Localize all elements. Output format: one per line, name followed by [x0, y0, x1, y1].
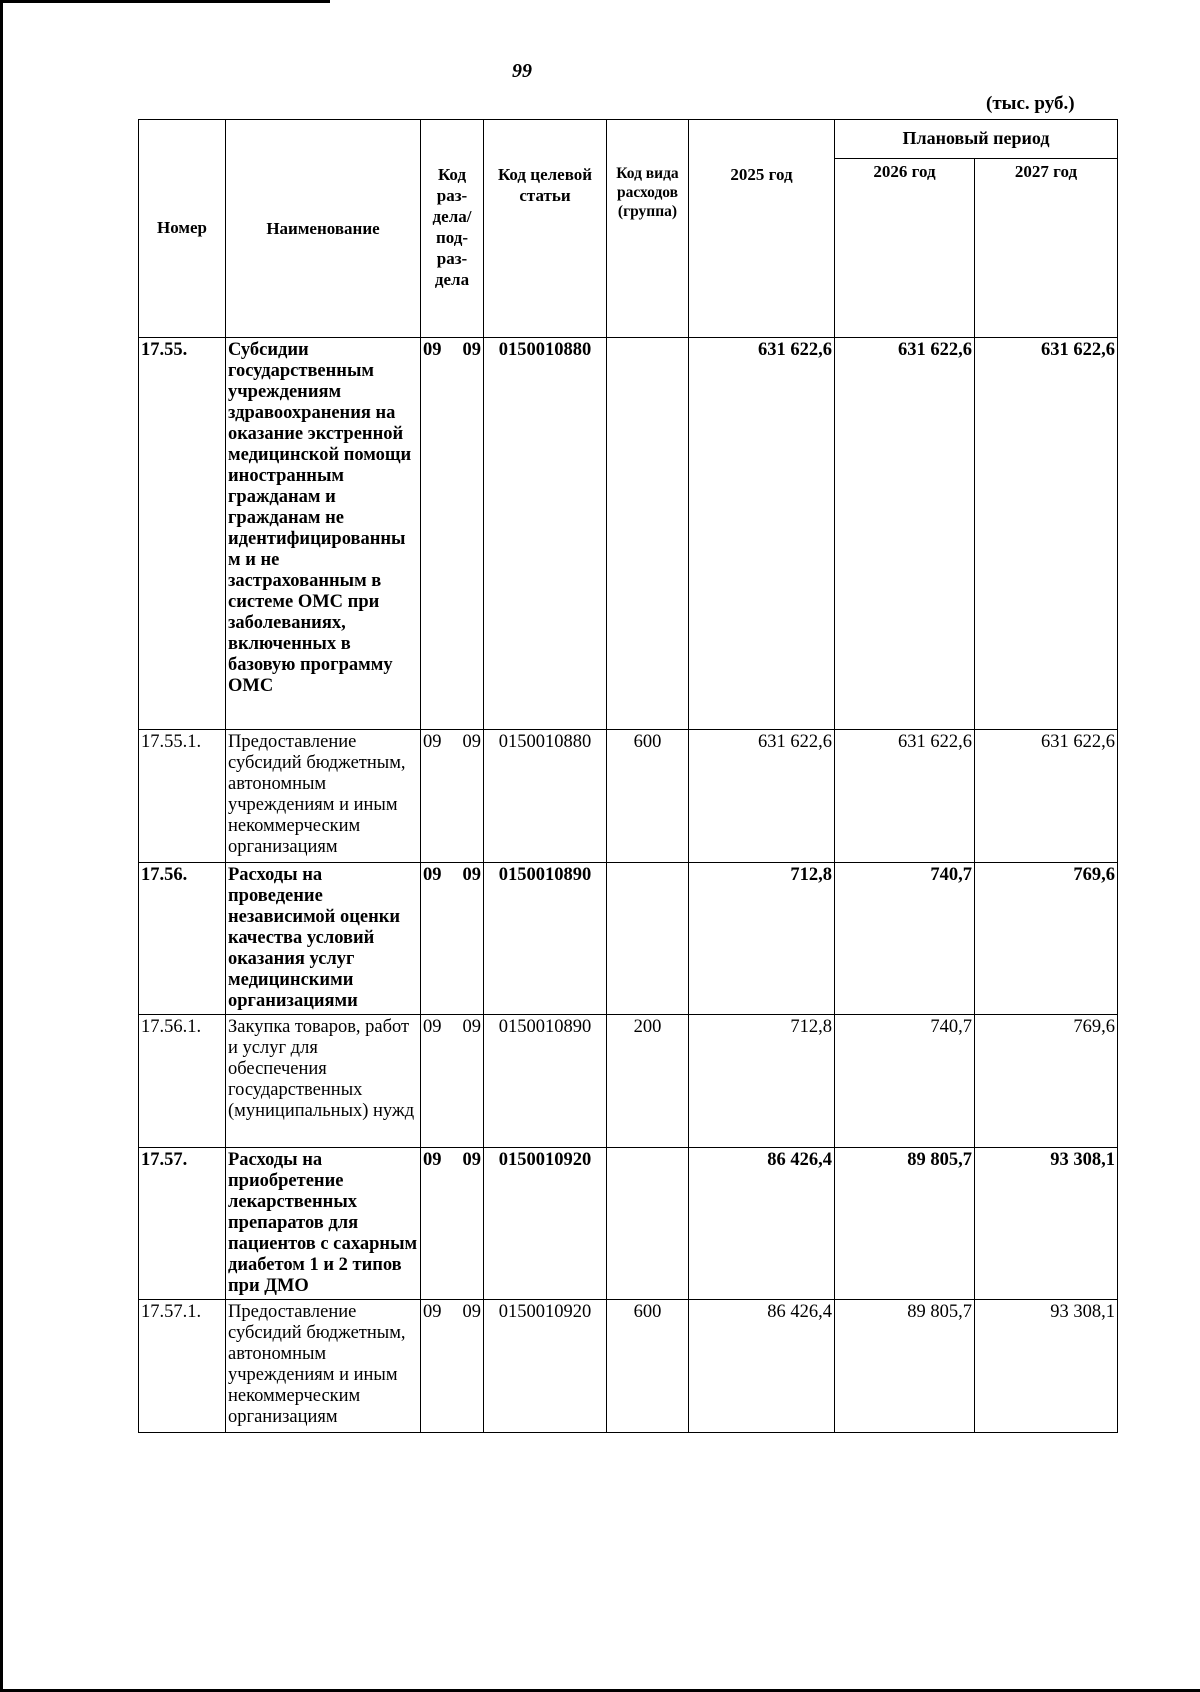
scan-top-line: [0, 0, 330, 3]
row-expense-type: [607, 863, 689, 1015]
row-name: Субсидии государственным учреждениям здравоохранения на оказание экстренной медицинской помощи иностранным гражданам и гражданам не идентифицированны м и не застрахованным в системе ОМС при заболеваниях, включенных в базовую программу ОМС: [226, 338, 421, 730]
row-section-code: [421, 1015, 484, 1148]
row-section-code: [421, 863, 484, 1015]
table-row: [139, 1300, 1118, 1433]
row-section: 09: [423, 340, 442, 360]
row-value-2026: 89 805,7: [835, 1148, 975, 1300]
row-section-code: [421, 1148, 484, 1300]
row-number: 17.55.: [139, 338, 226, 730]
page-number: 99: [512, 60, 532, 82]
row-section: 09: [423, 732, 442, 752]
header-year-2026: 2026 год: [835, 158, 975, 337]
row-section-code: [421, 1300, 484, 1433]
row-value-2025: 631 622,6: [689, 730, 835, 863]
row-value-2025: 631 622,6: [689, 338, 835, 730]
header-row-1: [139, 120, 1118, 159]
row-target-code: 0150010880: [484, 338, 607, 730]
header-target-code: Код целевой статьи: [484, 120, 607, 338]
row-section-code: [421, 338, 484, 730]
header-name: Наименование: [226, 120, 421, 338]
table-row: [139, 1015, 1118, 1148]
row-expense-type: 600: [607, 1300, 689, 1433]
row-name: Закупка товаров, работ и услуг для обеспечения государственных (муниципальных) нужд: [226, 1015, 421, 1148]
header-section-code: Код раз- дела/ под- раз- дела: [421, 120, 484, 338]
row-subsection: 09: [462, 340, 481, 360]
row-target-code: 0150010880: [484, 730, 607, 863]
row-subsection: 09: [462, 1017, 481, 1037]
row-expense-type: 200: [607, 1015, 689, 1148]
row-name: Предоставление субсидий бюджетным, автономным учреждениям и иным некоммерческим организациям: [226, 730, 421, 863]
row-expense-type: [607, 338, 689, 730]
row-number: 17.57.: [139, 1148, 226, 1300]
row-section: 09: [423, 1302, 442, 1322]
row-value-2026: 740,7: [835, 1015, 975, 1148]
row-value-2027: 93 308,1: [975, 1148, 1118, 1300]
row-value-2026: 740,7: [835, 863, 975, 1015]
row-name: Предоставление субсидий бюджетным, автономным учреждениям и иным некоммерческим организациям: [226, 1300, 421, 1433]
table-row: [139, 1148, 1118, 1300]
header-year-2025: 2025 год: [689, 120, 835, 338]
header-year-2027: 2027 год: [975, 158, 1118, 337]
row-expense-type: [607, 1148, 689, 1300]
row-section: 09: [423, 865, 442, 885]
scan-left-border: [0, 0, 3, 1692]
row-value-2027: 631 622,6: [975, 730, 1118, 863]
row-value-2027: 769,6: [975, 863, 1118, 1015]
row-value-2025: 86 426,4: [689, 1148, 835, 1300]
table-row: [139, 338, 1118, 730]
row-section: 09: [423, 1017, 442, 1037]
row-subsection: 09: [462, 1302, 481, 1322]
row-value-2027: 769,6: [975, 1015, 1118, 1148]
header-planned-period: Плановый период: [835, 120, 1118, 159]
header-expense-type-code: Код вида расходов (группа): [607, 120, 689, 338]
row-expense-type: 600: [607, 730, 689, 863]
row-section: 09: [423, 1150, 442, 1170]
row-target-code: 0150010920: [484, 1148, 607, 1300]
row-value-2025: 86 426,4: [689, 1300, 835, 1433]
row-number: 17.56.1.: [139, 1015, 226, 1148]
row-value-2026: 631 622,6: [835, 730, 975, 863]
row-name: Расходы на проведение независимой оценки качества условий оказания услуг медицинскими организациями: [226, 863, 421, 1015]
row-value-2027: 631 622,6: [975, 338, 1118, 730]
row-target-code: 0150010920: [484, 1300, 607, 1433]
row-subsection: 09: [462, 865, 481, 885]
row-value-2025: 712,8: [689, 1015, 835, 1148]
budget-table: [138, 119, 1118, 1433]
row-value-2025: 712,8: [689, 863, 835, 1015]
row-subsection: 09: [462, 1150, 481, 1170]
row-number: 17.55.1.: [139, 730, 226, 863]
table-row: [139, 730, 1118, 863]
row-value-2026: 89 805,7: [835, 1300, 975, 1433]
header-number: Номер: [139, 120, 226, 338]
row-section-code: [421, 730, 484, 863]
units-label: (тыс. руб.): [986, 93, 1075, 114]
row-name: Расходы на приобретение лекарственных препаратов для пациентов с сахарным диабетом 1 и 2 типов при ДМО: [226, 1148, 421, 1300]
row-number: 17.57.1.: [139, 1300, 226, 1433]
row-target-code: 0150010890: [484, 863, 607, 1015]
row-value-2027: 93 308,1: [975, 1300, 1118, 1433]
table-row: [139, 863, 1118, 1015]
row-number: 17.56.: [139, 863, 226, 1015]
row-target-code: 0150010890: [484, 1015, 607, 1148]
row-value-2026: 631 622,6: [835, 338, 975, 730]
row-subsection: 09: [462, 732, 481, 752]
